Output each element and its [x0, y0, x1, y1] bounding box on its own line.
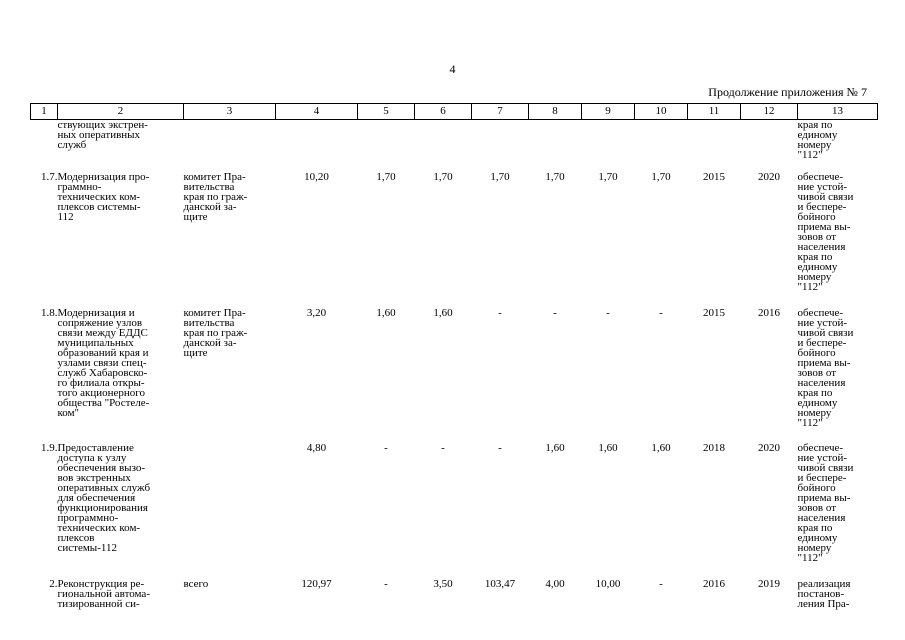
- funding-total: 10,20: [304, 170, 329, 183]
- page-number: 4: [449, 62, 456, 76]
- executor: всего: [183, 577, 209, 590]
- measure-name: Предоставление доступа к узлу обеспечения вызо- вов экстренных оперативных служб для обеспечения функционирования программно- технических ком- плексов системы-112: [57, 441, 151, 554]
- expected-result: обеспече- ние устой- чивой связи и беспере- бойного приема вы- зовов от населения края по единому номеру "112": [797, 170, 854, 293]
- expected-result: края по единому номеру "112": [797, 119, 838, 161]
- funding-year: -: [553, 306, 557, 319]
- column-header: 11: [688, 104, 741, 120]
- table-row: [31, 443, 878, 579]
- column-header: 13: [798, 104, 878, 120]
- funding-total: 3,20: [306, 306, 327, 319]
- column-header: 9: [582, 104, 635, 120]
- start-year: 2015: [703, 170, 725, 183]
- funding-year: -: [384, 441, 388, 454]
- column-header: 1: [31, 104, 58, 120]
- row-number: 2.: [49, 577, 58, 590]
- start-year: 2015: [703, 306, 725, 319]
- funding-year: 1,70: [433, 170, 453, 183]
- table-row: [31, 172, 878, 308]
- funding-year: 1,60: [376, 306, 396, 319]
- measure-name: Реконструкция ре- гиональной автома- тизированной си-: [57, 577, 150, 610]
- funding-year: 10,00: [595, 577, 621, 590]
- measure-name: Модернизация про- граммно- технических ком- плексов системы- 112: [57, 170, 150, 223]
- column-header: 4: [276, 104, 358, 120]
- funding-year: -: [498, 306, 502, 319]
- column-header: 5: [358, 104, 415, 120]
- program-table: [30, 103, 878, 623]
- expected-result: реализация постанов- ления Пра-: [797, 577, 851, 610]
- measure-name: ствующих экстрен- ных оперативных служб: [57, 119, 148, 151]
- table-row: [31, 120, 878, 172]
- funding-total: 4,80: [306, 441, 327, 454]
- column-header: 3: [184, 104, 276, 120]
- executor: комитет Пра- вительства края по граж- данской за- щите: [183, 306, 248, 359]
- end-year: 2016: [758, 306, 780, 319]
- start-year: 2018: [703, 441, 725, 454]
- funding-year: -: [498, 441, 502, 454]
- funding-year: 1,70: [376, 170, 396, 183]
- funding-year: 1,70: [545, 170, 565, 183]
- column-header: 7: [472, 104, 529, 120]
- continuation-label: Продолжение приложения № 7: [708, 85, 867, 99]
- expected-result: обеспече- ние устой- чивой связи и беспере- бойного приема вы- зовов от населения края по единому номеру "112": [797, 306, 854, 429]
- column-header: 8: [529, 104, 582, 120]
- funding-total: 120,97: [301, 577, 332, 590]
- funding-year: 1,60: [598, 441, 618, 454]
- measure-name: Модернизация и сопряжение узлов связи между ЕДДС муниципальных образований края и узлами связи спец- служб Хабаровско- го филиала откры- того акционерного общества "Ростеле- ком": [57, 306, 150, 419]
- funding-year: 103,47: [484, 577, 516, 590]
- funding-year: -: [606, 306, 610, 319]
- funding-year: 1,70: [490, 170, 510, 183]
- row-number: 1.8.: [41, 306, 58, 319]
- funding-year: -: [659, 577, 663, 590]
- end-year: 2019: [758, 577, 780, 590]
- table-row: [31, 308, 878, 443]
- funding-year: 1,60: [433, 306, 453, 319]
- column-header: 2: [58, 104, 184, 120]
- funding-year: 1,60: [651, 441, 671, 454]
- column-header: 12: [741, 104, 798, 120]
- end-year: 2020: [758, 170, 780, 183]
- funding-year: 1,70: [598, 170, 618, 183]
- funding-year: -: [441, 441, 445, 454]
- funding-year: -: [384, 577, 388, 590]
- executor: [184, 443, 276, 579]
- expected-result: обеспече- ние устой- чивой связи и беспере- бойного приема вы- зовов от населения края по единому номеру "112": [797, 441, 854, 564]
- funding-year: 1,60: [545, 441, 565, 454]
- funding-year: 3,50: [433, 577, 453, 590]
- column-header: 6: [415, 104, 472, 120]
- funding-year: 1,70: [651, 170, 671, 183]
- row-number: 1.9.: [41, 441, 58, 454]
- funding-year: -: [659, 306, 663, 319]
- funding-year: 4,00: [545, 577, 565, 590]
- table-row: [31, 579, 878, 623]
- executor: комитет Пра- вительства края по граж- данской за- щите: [183, 170, 248, 223]
- start-year: 2016: [703, 577, 725, 590]
- column-header: 10: [635, 104, 688, 120]
- table-header: [31, 104, 878, 120]
- end-year: 2020: [758, 441, 780, 454]
- row-number: 1.7.: [41, 170, 58, 183]
